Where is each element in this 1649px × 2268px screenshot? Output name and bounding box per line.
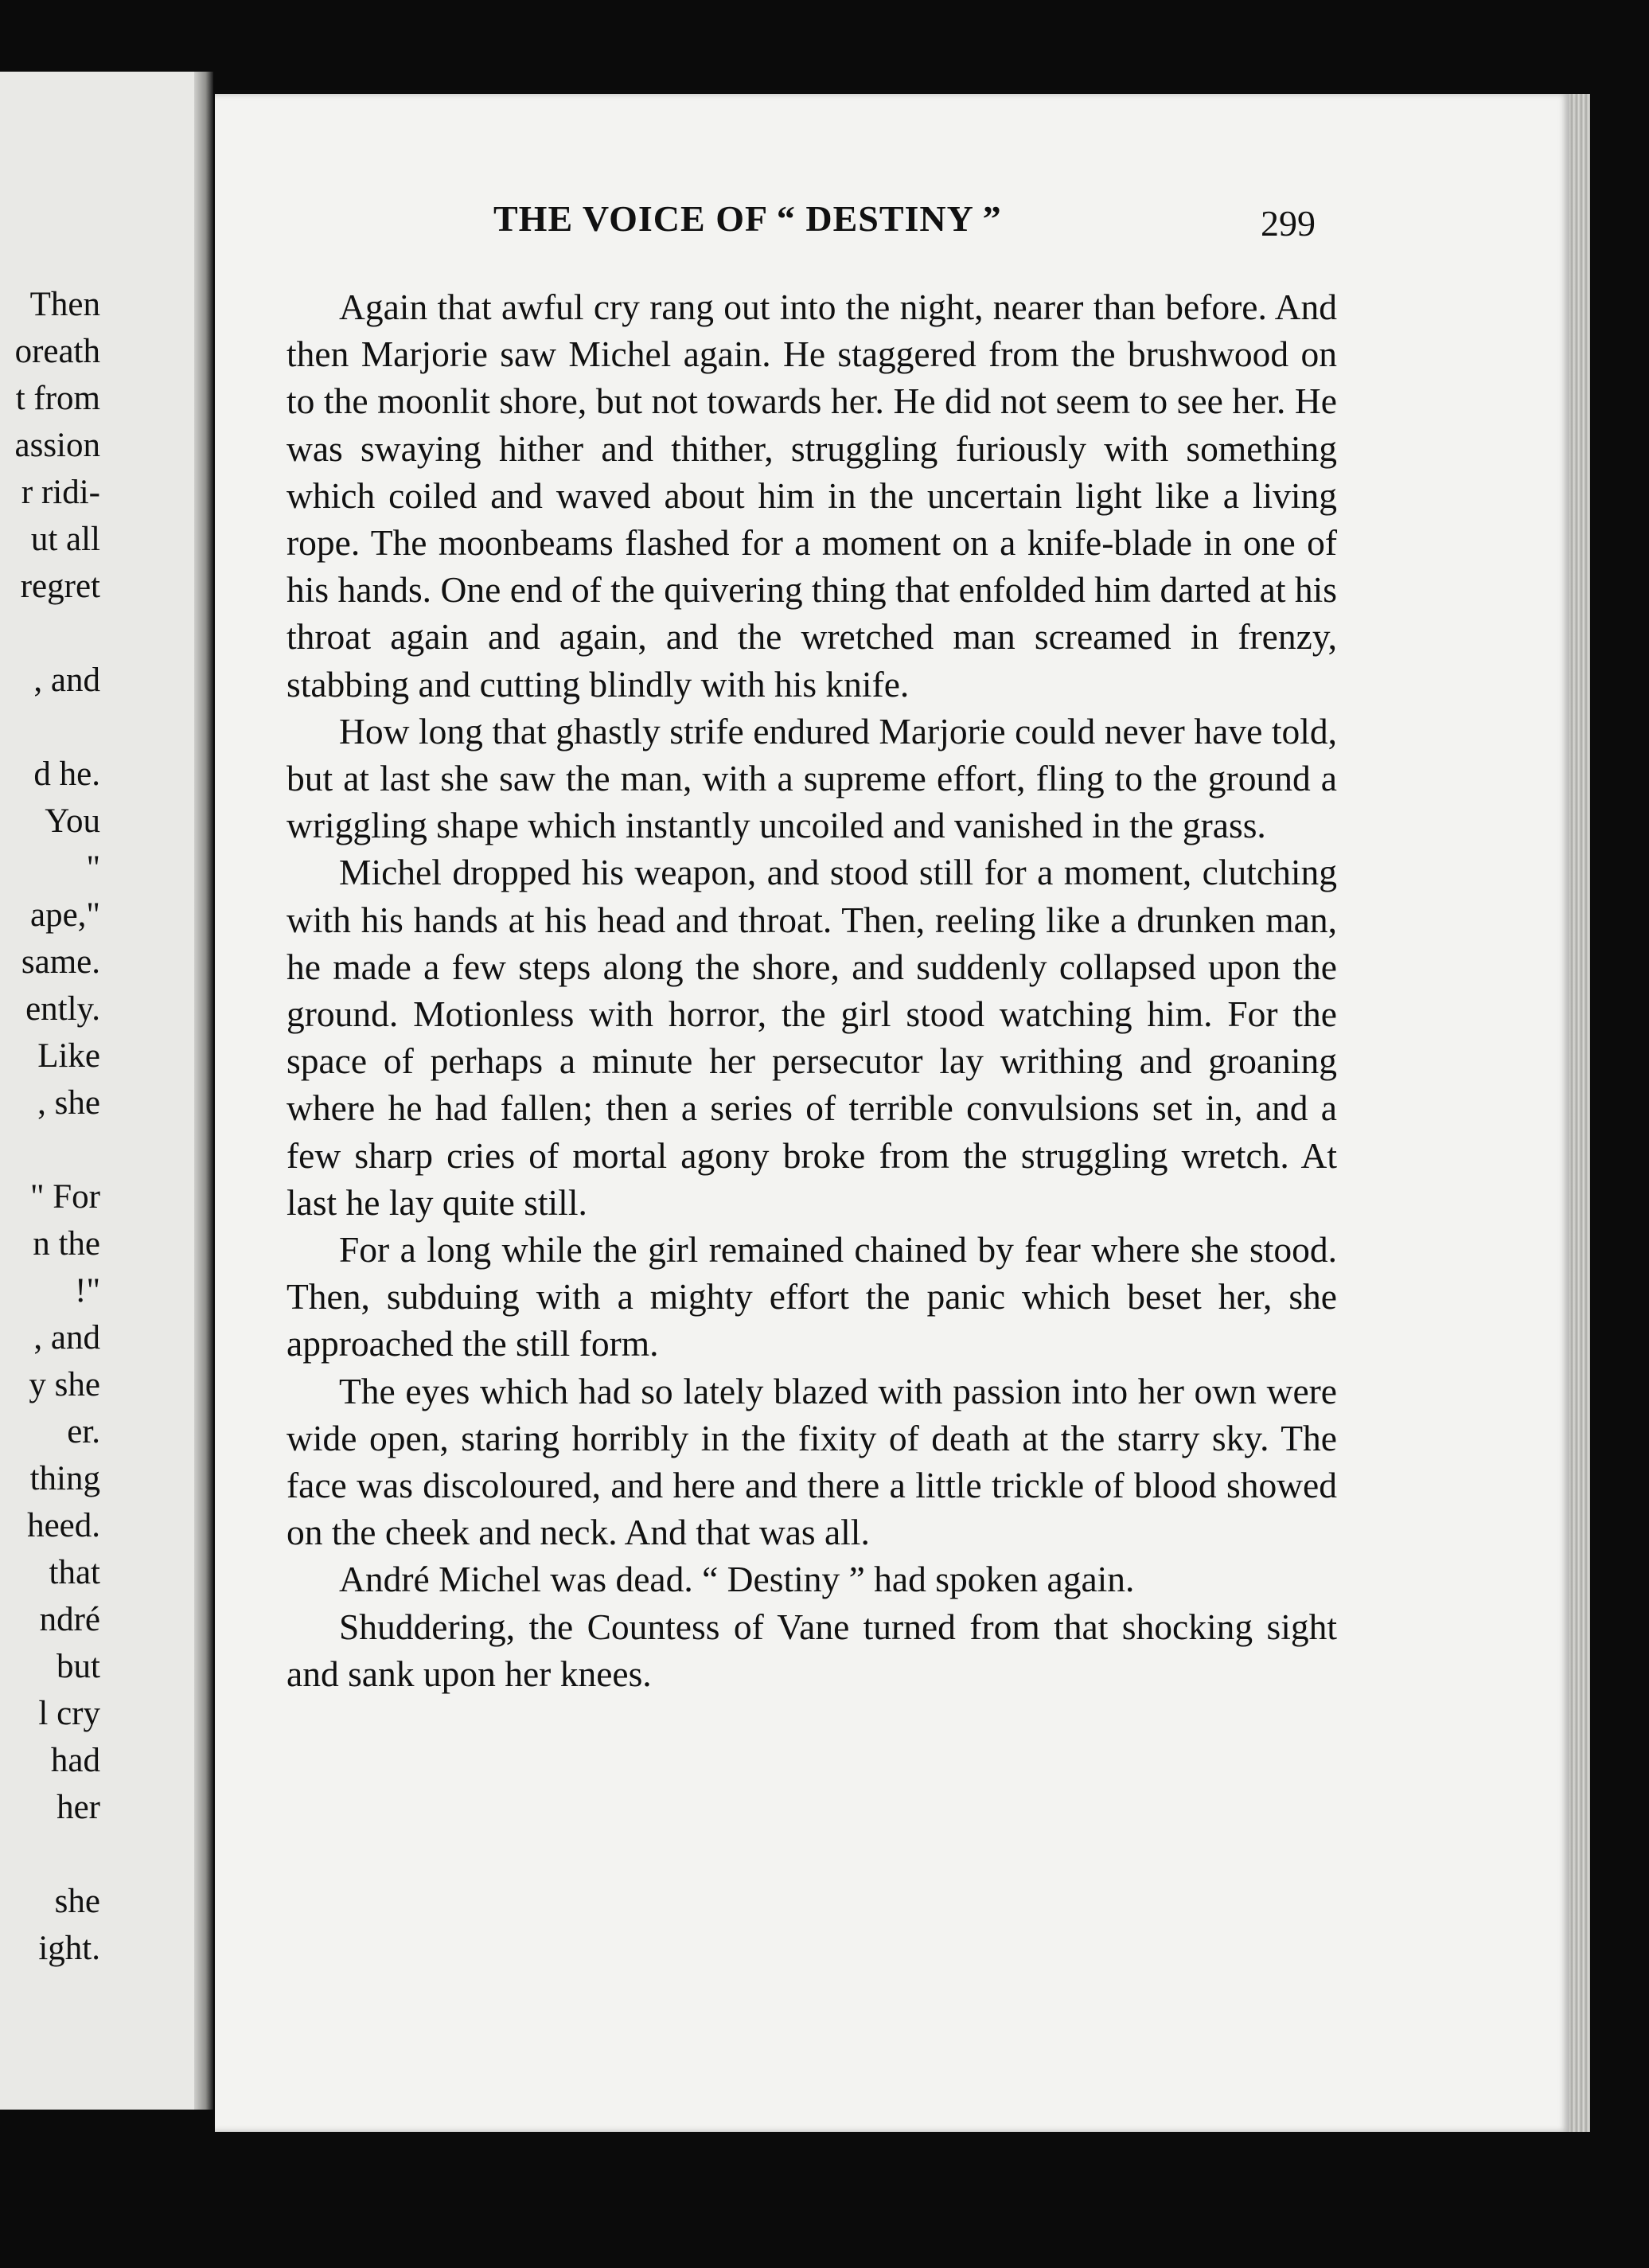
page-number: 299	[1261, 203, 1316, 244]
left-fragment: oreath	[14, 333, 100, 370]
left-fragment: same.	[21, 943, 100, 981]
paragraph: How long that ghastly strife endured Marjorie could never have told, but at last she saw the man, with a supreme effort, fling to the ground a wriggling shape which instantly uncoiled and vanished in the grass.	[287, 710, 1337, 846]
body-text	[287, 283, 1337, 1697]
previous-page	[0, 72, 194, 2110]
left-fragment: ently.	[25, 990, 100, 1028]
paragraph: For a long while the girl remained chained by fear where she stood. Then, subduing with a mighty effort the panic which beset her, she approached the still form.	[287, 1229, 1337, 1364]
paragraph: André Michel was dead. “ Destiny ” had spoken again.	[339, 1559, 1135, 1600]
left-fragment: You	[45, 802, 100, 840]
left-fragment: y she	[29, 1366, 100, 1403]
running-head: THE VOICE OF “ DESTINY ”	[493, 198, 1002, 239]
left-fragment: " For	[29, 1178, 100, 1216]
left-fragment: had	[50, 1742, 100, 1779]
paragraph: Shuddering, the Countess of Vane turned from that shocking sight and sank upon her knees.	[287, 1606, 1337, 1694]
paragraph: Michel dropped his weapon, and stood still for a moment, clutching with his hands at his head and throat. Then, reeling like a drunken man, he made a few steps along the shore, and suddenly collapsed upon the ground. Motionless with horror, the girl stood watching him. For the space of perhaps a minute her persecutor lay writhing and groaning where he had fallen; then a series of terrible convulsions set in, and a few sharp cries of mortal agony broke from the struggling wretch. At last he lay quite still.	[287, 852, 1337, 1223]
left-fragment: t from	[15, 380, 100, 417]
left-fragment: l cry	[38, 1695, 100, 1732]
left-fragment: r ridi-	[21, 474, 100, 511]
left-fragment: ndré	[39, 1601, 100, 1638]
left-fragment: "	[86, 849, 100, 887]
left-fragment: heed.	[27, 1507, 100, 1544]
left-fragment: , and	[33, 662, 100, 699]
left-fragment: she	[54, 1883, 100, 1920]
book-gutter	[194, 72, 213, 2110]
left-fragment: Like	[37, 1037, 100, 1075]
page-edge	[1569, 94, 1590, 2132]
paragraph: Again that awful cry rang out into the night, nearer than before. And then Marjorie saw Michel again. He staggered from the brushwood on to the moonlit shore, but not towards her. He did not seem to see her. He was swaying hither and thither, struggling furiously with something which coiled and waved about him in the uncertain light like a living rope. The moonbeams flashed for a moment on a knife-blade in one of his hands. One end of the quivering thing that enfolded him darted at his throat again and again, and the wretched man screamed in frenzy, stabbing and cutting blindly with his knife.	[287, 287, 1337, 705]
left-fragment: , and	[33, 1319, 100, 1357]
left-fragment: ut all	[30, 521, 100, 558]
left-fragment: thing	[29, 1460, 100, 1497]
left-fragment: her	[57, 1789, 100, 1826]
left-fragment: n the	[33, 1225, 100, 1263]
left-fragment: d he.	[33, 755, 100, 793]
left-fragment: !"	[75, 1272, 100, 1310]
left-fragment: er.	[67, 1413, 100, 1450]
left-fragment: that	[49, 1554, 100, 1591]
paragraph: The eyes which had so lately blazed with passion into her own were wide open, staring horribly in the fixity of death at the starry sky. The face was discoloured, and here and there a little trickle of blood showed on the cheek and neck. And that was all.	[287, 1370, 1337, 1553]
left-fragment: , she	[37, 1084, 100, 1122]
left-fragment: regret	[20, 568, 100, 605]
left-fragment: ape,"	[30, 896, 100, 934]
left-fragment: assion	[14, 427, 100, 464]
left-fragment: but	[57, 1648, 100, 1685]
left-fragment: Then	[29, 286, 100, 323]
left-fragment: ight.	[38, 1930, 100, 1967]
